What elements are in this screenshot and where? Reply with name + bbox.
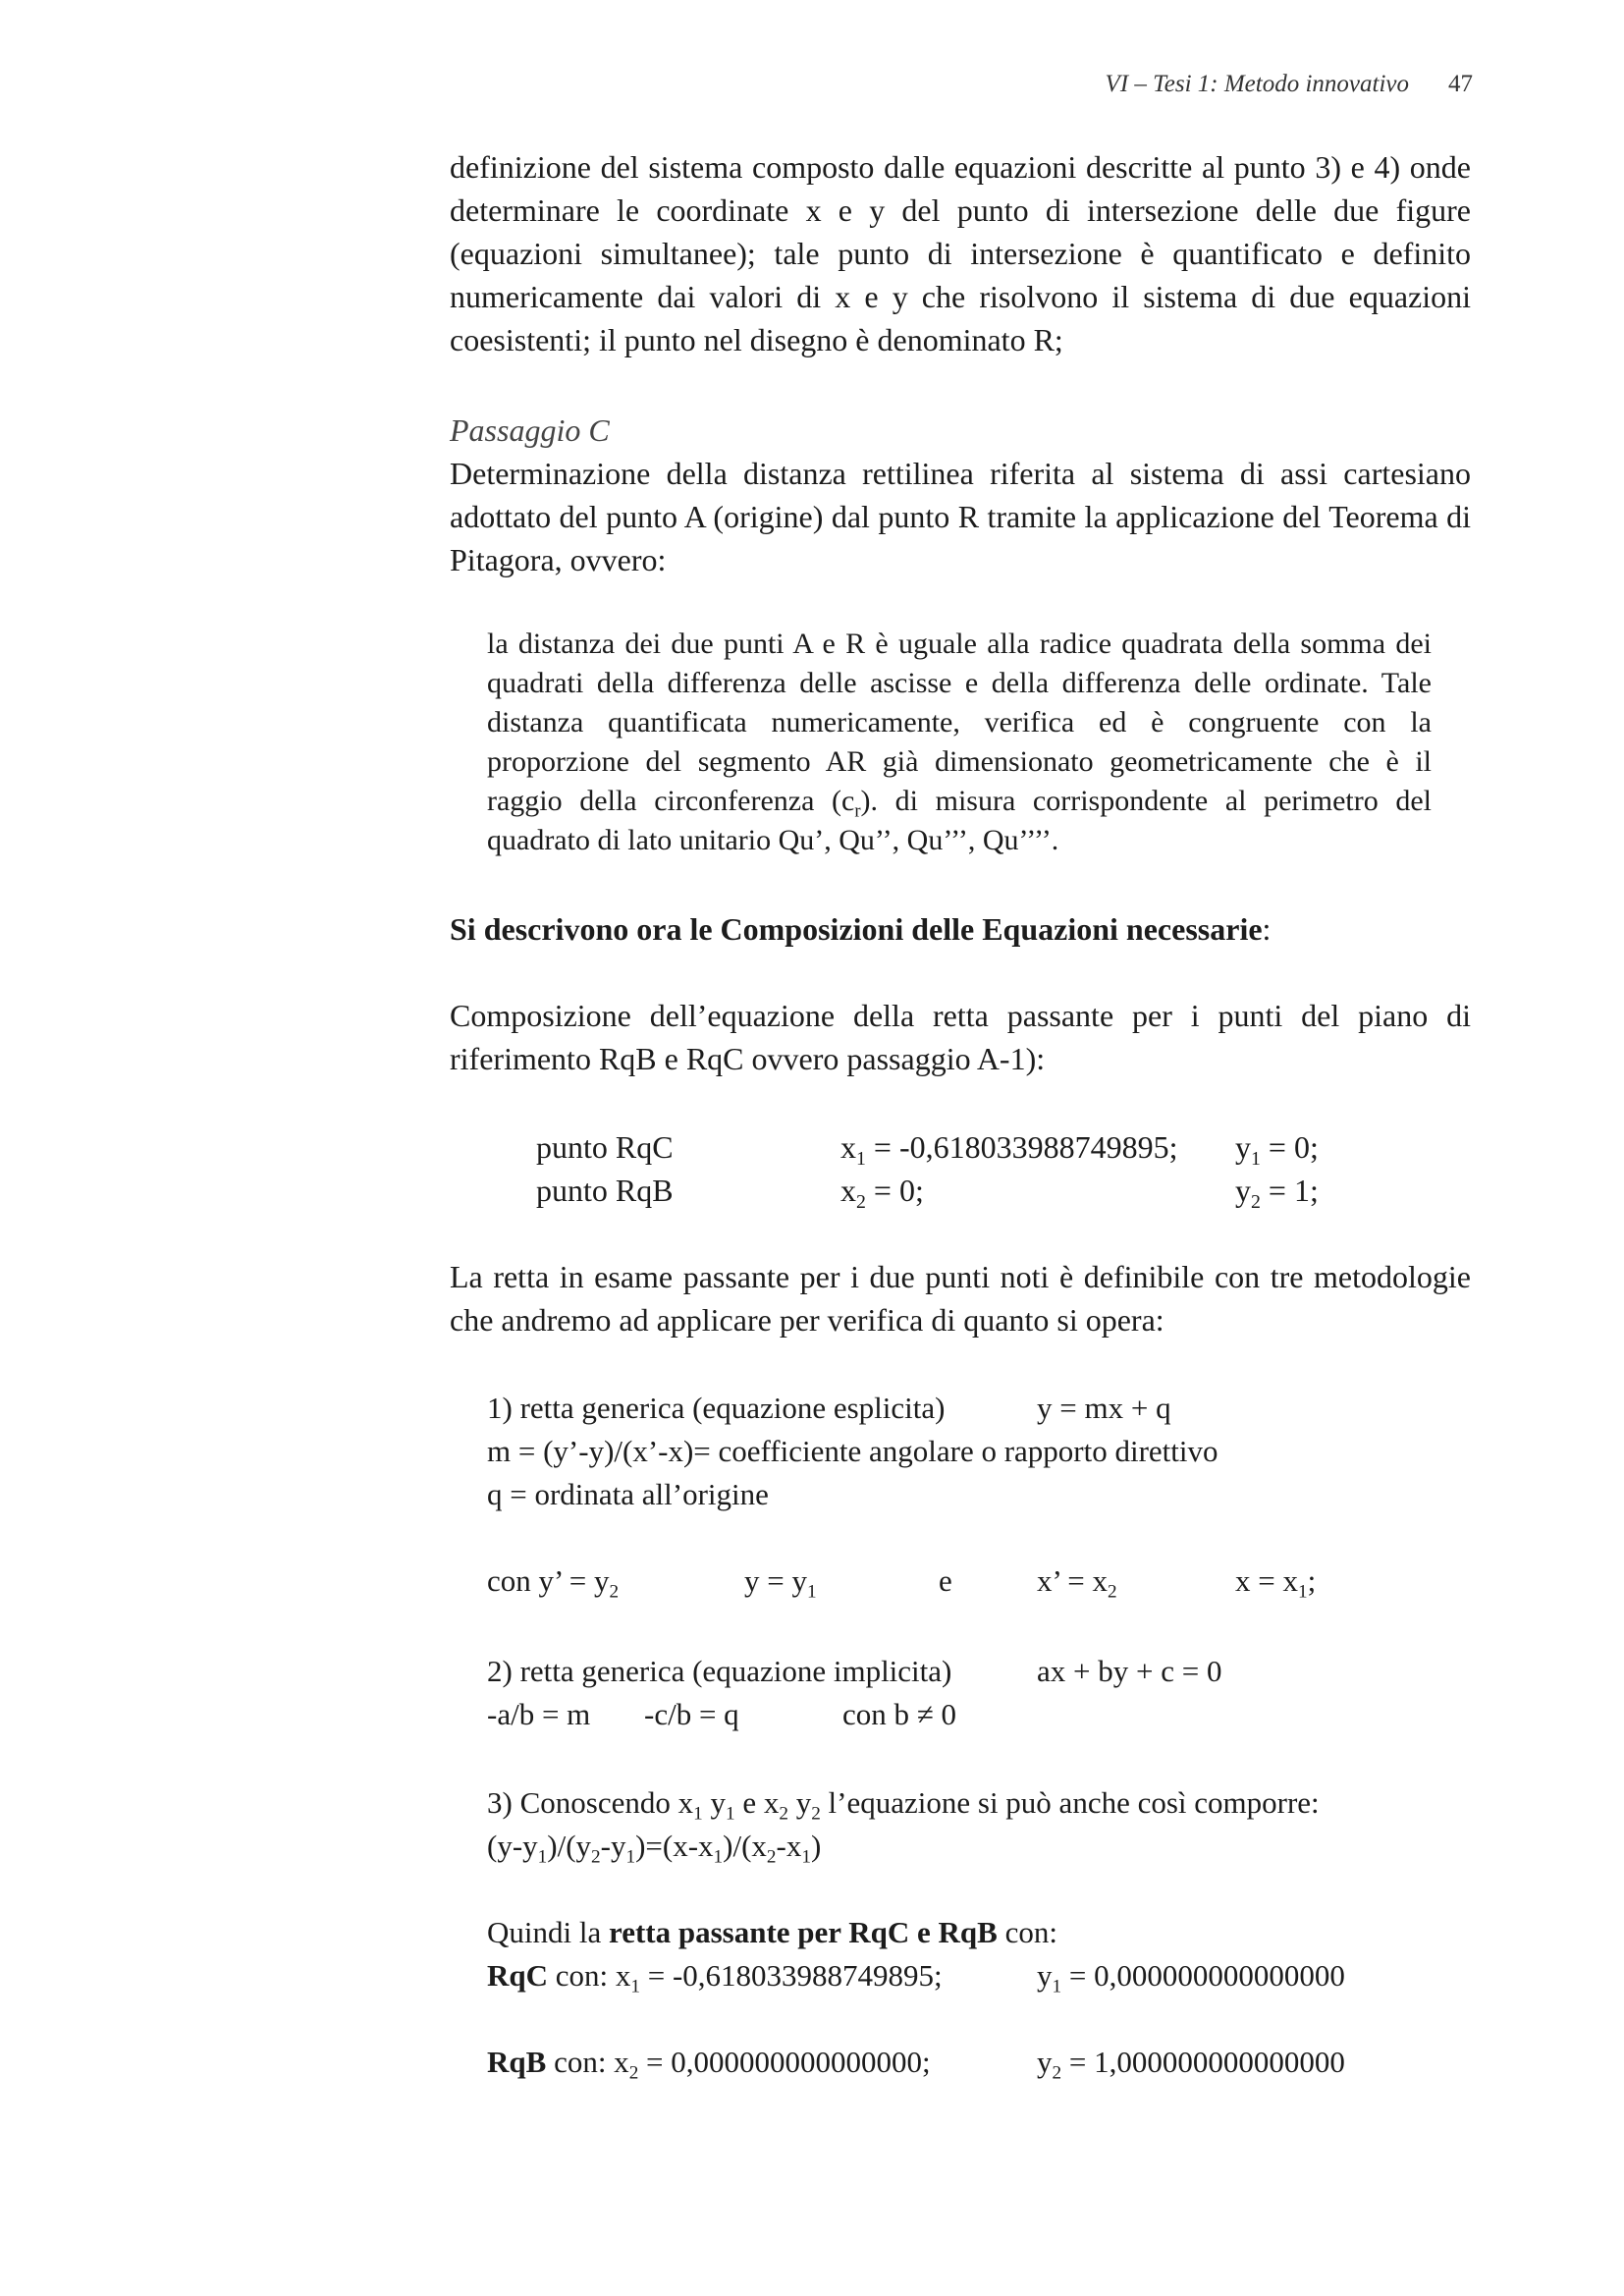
method1-condition-e: e bbox=[939, 1563, 952, 1598]
method3-title: 3) Conoscendo $x_1$ $y_1$ e $x_2$ $y_2$ l’equazione si può anche così comporre: bbox=[487, 1785, 1320, 1825]
section-label-passaggio-c: Passaggio C bbox=[450, 412, 610, 448]
method2-condition: con b ≠ 0 bbox=[842, 1697, 957, 1731]
method1-condition-d: $x = x_1$; bbox=[1235, 1563, 1317, 1603]
quote-pythagoras: la distanza dei due punti A e R è uguale alla radice quadrata della somma dei quadrati della differenza delle ascisse e della differenza delle ordinate. Tale distanza quantificata numericamente, verifica ed è congruente con la proporzione del segmento AR già dimensionato geometricamente che è il raggio della circonferenza $(c_r)$. di misura corrispondente al perimetro del quadrato di lato unitario Qu’, Qu’’, Qu’’’, Qu’’’’. bbox=[487, 628, 1432, 856]
method2-m: -a/b = m bbox=[487, 1697, 591, 1731]
point-y-rqb: $y_2 = 1$; bbox=[1235, 1173, 1319, 1213]
rqb-y-value: $y_2 = 1,000000000000000$ bbox=[1037, 2045, 1345, 2084]
running-header bbox=[1106, 71, 1473, 98]
section-heading-compositions: Si descrivono ora le Composizioni delle Equazioni necessarie: bbox=[450, 911, 1272, 947]
method2-title: 2) retta generica (equazione implicita) bbox=[487, 1654, 952, 1688]
paragraph-line-composition: Composizione dell’equazione della retta passante per i punti del piano di riferimento RqB e RqC ovvero passaggio A-1): bbox=[450, 998, 1471, 1076]
paragraph-distance: Determinazione della distanza rettilinea riferita al sistema di assi cartesiano adottato del punto A (origine) dal punto R tramite la applicazione del Teorema di Pitagora, ovvero: bbox=[450, 456, 1471, 577]
rqc-y-value: $y_1 = 0,000000000000000$ bbox=[1037, 1958, 1345, 1997]
method1-q-definition: q = ordinata all’origine bbox=[487, 1477, 769, 1511]
rqc-x-value: RqC con: $x_1 = -0,618033988749895$; bbox=[487, 1958, 943, 1997]
method1-condition-c: x’ = $x_2$ bbox=[1037, 1563, 1117, 1603]
method1-equation: y = mx + q bbox=[1037, 1391, 1171, 1425]
method1-condition-a: con y’ = $y_2$ bbox=[487, 1563, 620, 1603]
method1-m-definition: m = (y’-y)/(x’-x)= coefficiente angolare o rapporto direttivo bbox=[487, 1434, 1218, 1468]
point-x-rqc: $x_1 = -0,618033988749895$; bbox=[840, 1129, 1178, 1170]
quindi-line: Quindi la retta passante per RqC e RqB con: bbox=[487, 1915, 1057, 1949]
method1-condition-b: $y = y_1$ bbox=[744, 1563, 817, 1603]
rqb-x-value: RqB con: $x_2 = 0,000000000000000$; bbox=[487, 2045, 931, 2084]
point-x-rqb: $x_2 = 0$; bbox=[840, 1173, 924, 1213]
method2-q: -c/b = q bbox=[644, 1697, 739, 1731]
paragraph-methods-intro: La retta in esame passante per i due punti noti è definibile con tre metodologie che andremo ad applicare per verifica di quanto si opera: bbox=[450, 1259, 1471, 1338]
point-y-rqc: $y_1 = 0$; bbox=[1235, 1129, 1319, 1170]
header-title: VI – Tesi 1: Metodo innovativo bbox=[1105, 71, 1409, 97]
page-number: 47 bbox=[1448, 71, 1473, 97]
point-label-rqb: punto RqB bbox=[536, 1173, 674, 1208]
paragraph-intersection: definizione del sistema composto dalle equazioni descritte al punto 3) e 4) onde determinare le coordinate x e y del punto di intersezione delle due figure (equazioni simultanee); tale punto di intersezione è quantificato e definito numericamente dai valori di x e y che risolvono il sistema di due equazioni coesistenti; il punto nel disegno è denominato R; bbox=[450, 149, 1471, 357]
method3-formula: $(y-y_1)/(y_2-y_1)=(x-x_1)/(x_2-x_1)$ bbox=[487, 1829, 822, 1868]
point-label-rqc: punto RqC bbox=[536, 1129, 674, 1165]
method2-equation: ax + by + c = 0 bbox=[1037, 1654, 1222, 1688]
method1-title: 1) retta generica (equazione esplicita) bbox=[487, 1391, 946, 1425]
